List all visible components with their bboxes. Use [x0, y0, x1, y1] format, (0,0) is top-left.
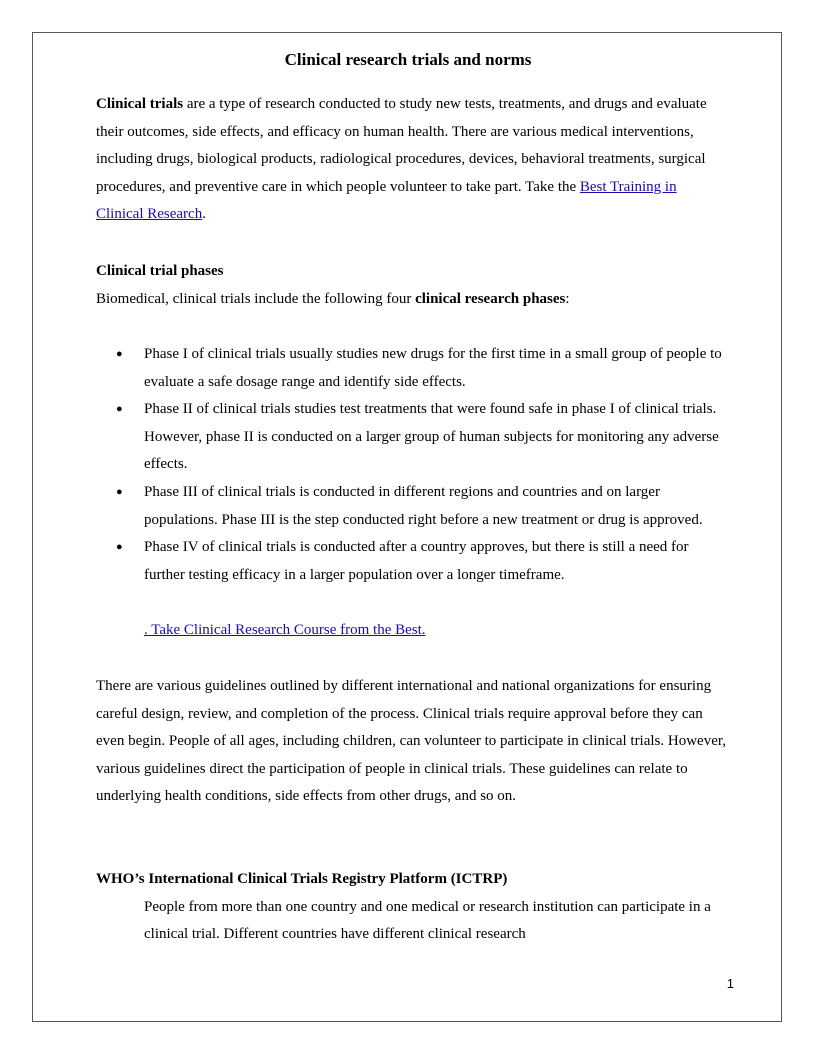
phases-heading-block — [96, 258, 726, 313]
phases-heading: Clinical trial phases — [96, 263, 224, 279]
intro-text: are a type of research conducted to study new tests, treatments, and drugs and evaluate their outcomes, side effects, and efficacy on human health. There are various medical interventions, including drugs, biological products, radiological procedures, devices, behavioral treatments, surgical procedures, and preventive care in which people volunteer to take part. Take the — [96, 96, 707, 195]
who-text: People from more than one country and one medical or research institution can participate in a clinical trial. Different countries have different clinical research — [144, 898, 711, 943]
who-heading: WHO’s International Clinical Trials Registry Platform (ICTRP) — [96, 871, 508, 887]
phases-lead-end: : — [565, 290, 570, 307]
phases-lead-bold: clinical research phases — [415, 290, 566, 307]
list-item — [96, 341, 726, 396]
list-item — [96, 479, 726, 534]
bullet-icon: ● — [116, 348, 123, 360]
phase-2-text: Phase II of clinical trials studies test treatments that were found safe in phase I of clinical trials. However, phase II is conducted on a larger group of human subjects for monitoring any adverse effects. — [144, 401, 719, 473]
list-item — [96, 534, 726, 589]
guidelines-paragraph: There are various guidelines outlined by different international and national organizations for ensuring careful design, review, and completion of the process. Clinical trials require approval before they can even begin. People of all ages, including children, can volunteer to participate in clinical trials. However, various guidelines direct the participation of people in clinical trials. These guidelines can relate to underlying health conditions, side effects from other drugs, and so on. — [96, 678, 727, 805]
phases-list — [96, 341, 726, 589]
best-training-link[interactable]: Best Training in Clinical Research — [96, 178, 677, 223]
list-item — [96, 396, 726, 479]
document-title: Clinical research trials and norms — [284, 50, 532, 69]
bullet-icon: ● — [116, 541, 123, 554]
intro-end: . — [202, 206, 206, 223]
bullet-icon: ● — [116, 403, 123, 416]
intro-bold-lead: Clinical trials — [96, 96, 184, 112]
phase-3-text: Phase III of clinical trials is conducted in different regions and countries and on larger populations. Phase III is the step conducted right before a new treatment or drug is approved. — [144, 483, 703, 528]
bullet-icon: ● — [116, 485, 123, 498]
phases-lead-text: Biomedical, clinical trials include the following four — [96, 290, 416, 307]
who-section — [96, 866, 726, 949]
phase-4-text: Phase IV of clinical trials is conducted after a country approves, but there is still a need for further testing efficacy in a larger population over a longer timeframe. — [144, 539, 689, 583]
course-link-line — [144, 617, 426, 645]
page-number: 1 — [726, 976, 734, 991]
clinical-research-course-link[interactable]: . Take Clinical Research Course from the Best. — [144, 622, 426, 638]
phase-1-text: Phase I of clinical trials usually studies new drugs for the first time in a small group of people to evaluate a safe dosage range and identify side effects. — [144, 346, 722, 390]
intro-paragraph — [96, 91, 726, 229]
